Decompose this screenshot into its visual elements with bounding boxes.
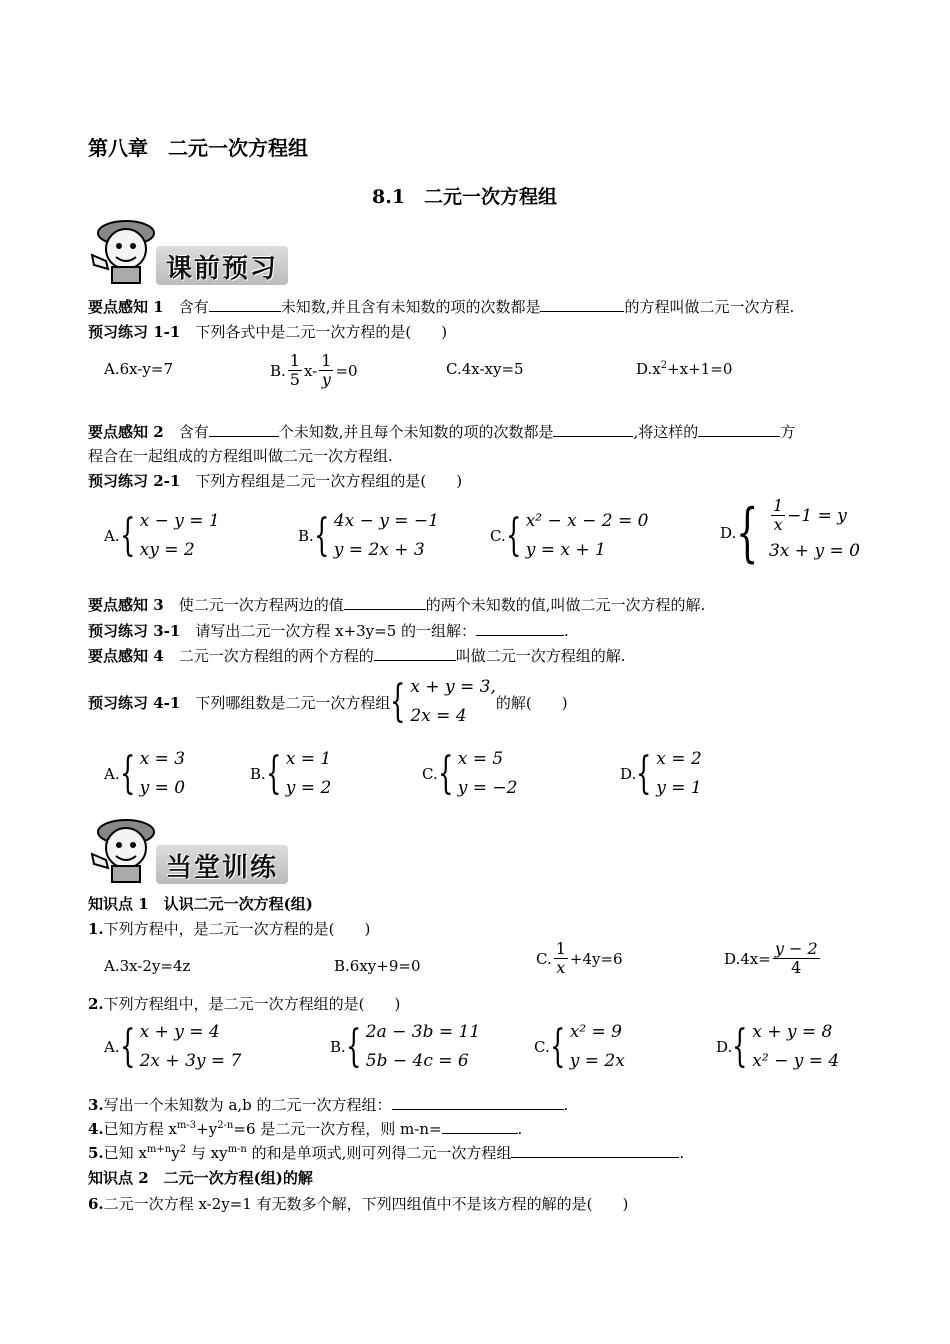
- key-point-2-line2: 程合在一起组成的方程组叫做二元一次方程组.: [88, 447, 393, 465]
- option-a[interactable]: A. { x = 3 y = 0: [104, 748, 186, 799]
- option-c[interactable]: C.4x-xy=5: [446, 360, 524, 378]
- question-5: 5.已知 $x^{m+n}y^2$ 与 $xy^{m-n}$ 的和是单项式,则可列得二元一次方程组 .: [88, 1144, 685, 1162]
- practice-2-1: 预习练习 2-1 下列方程组是二元一次方程组的是( ): [88, 472, 463, 490]
- cartoon-boy-icon: [86, 814, 166, 884]
- option-b[interactable]: B. { 4x − y = −1 y = 2x + 3: [298, 510, 439, 561]
- practice-4-1: 预习练习 4-1 下列哪组数是二元一次方程组 { x + y = 3, 2x = 4 的解( ): [88, 676, 568, 727]
- fill-blank[interactable]: [374, 646, 456, 661]
- option-b[interactable]: B. { x = 1 y = 2: [250, 748, 332, 799]
- fill-blank[interactable]: [553, 422, 633, 437]
- key-point-4: 要点感知 4 二元一次方程组的两个方程的 叫做二元一次方程组的解.: [88, 647, 626, 665]
- option-c[interactable]: C. $\frac{1}{x}$ +4y=6: [536, 939, 623, 977]
- cartoon-boy-icon: [86, 215, 166, 285]
- fill-blank[interactable]: [698, 422, 780, 437]
- option-a[interactable]: A. { x + y = 4 2x + 3y = 7: [104, 1021, 242, 1072]
- key-point-1: 要点感知 1 含有 未知数,并且含有未知数的项的次数都是 的方程叫做二元一次方程.: [88, 298, 795, 316]
- option-d[interactable]: $D.x^2+x+1=0$: [636, 360, 733, 378]
- option-d[interactable]: D. { x + y = 8 x² − y = 4: [716, 1021, 840, 1072]
- option-b[interactable]: B. { 2a − 3b = 11 5b − 4c = 6: [330, 1021, 481, 1072]
- banner-practice: [86, 814, 288, 884]
- fill-blank[interactable]: [209, 422, 279, 437]
- knowledge-point-1: 知识点 1 认识二元一次方程(组): [88, 895, 313, 913]
- fill-blank[interactable]: [476, 621, 564, 636]
- practice-1-1: 预习练习 1-1 下列各式中是二元一次方程的是( ): [88, 323, 448, 341]
- fill-blank[interactable]: [392, 1095, 564, 1110]
- option-c[interactable]: C. { x = 5 y = −2: [422, 748, 518, 799]
- question-6: 6.二元一次方程 x-2y=1 有无数多个解，下列四组值中不是该方程的解的是( ): [88, 1195, 629, 1213]
- option-a[interactable]: A. { x − y = 1 xy = 2: [104, 510, 220, 561]
- question-3: 3.写出一个未知数为 a,b 的二元一次方程组： .: [88, 1096, 569, 1114]
- question-2: 2.下列方程组中，是二元一次方程组的是( ): [88, 995, 401, 1013]
- option-c[interactable]: C. { x² − x − 2 = 0 y = x + 1: [490, 510, 649, 561]
- knowledge-point-2: 知识点 2 二元一次方程(组)的解: [88, 1169, 313, 1187]
- banner-preview-text: 课前预习: [156, 246, 288, 285]
- option-d[interactable]: D.4x= $\frac{y - 2}{4}$: [724, 939, 818, 977]
- fill-blank[interactable]: [209, 297, 281, 312]
- chapter-title: 第八章 二元一次方程组: [88, 136, 308, 160]
- fill-blank[interactable]: [344, 595, 426, 610]
- fill-blank[interactable]: [511, 1143, 679, 1158]
- option-a[interactable]: A.6x-y=7: [104, 360, 173, 378]
- option-a[interactable]: A.3x-2y=4z: [104, 957, 191, 975]
- option-c[interactable]: C. { x² = 9 y = 2x: [534, 1021, 625, 1072]
- banner-preview: [86, 215, 288, 285]
- fill-blank[interactable]: [540, 297, 624, 312]
- question-1: 1.下列方程中，是二元一次方程的是( ): [88, 920, 371, 938]
- option-b[interactable]: B.6xy+9=0: [334, 957, 421, 975]
- option-b[interactable]: B. $\frac{1}{5}$ x- $\frac{1}{y}$ =0: [270, 351, 358, 389]
- banner-practice-text: 当堂训练: [156, 845, 288, 884]
- key-point-2: 要点感知 2 含有 个未知数,并且每个未知数的项的次数都是 ,将这样的 方: [88, 423, 796, 441]
- question-4: 4.已知方程 $x^{m-3}+y^{2-n}=6$ 是二元一次方程，则 m-n= .: [88, 1120, 523, 1138]
- fill-blank[interactable]: [442, 1119, 518, 1134]
- key-point-3: 要点感知 3 使二元一次方程两边的值 的两个未知数的值,叫做二元一次方程的解.: [88, 596, 706, 614]
- section-title: 8.1 二元一次方程组: [372, 186, 558, 208]
- option-d[interactable]: D. { $\frac{1}{x}$ −1 = y 3x + y = 0: [720, 495, 860, 570]
- practice-3-1: 预习练习 3-1 请写出二元一次方程 x+3y=5 的一组解： .: [88, 622, 569, 640]
- option-d[interactable]: D. { x = 2 y = 1: [620, 748, 702, 799]
